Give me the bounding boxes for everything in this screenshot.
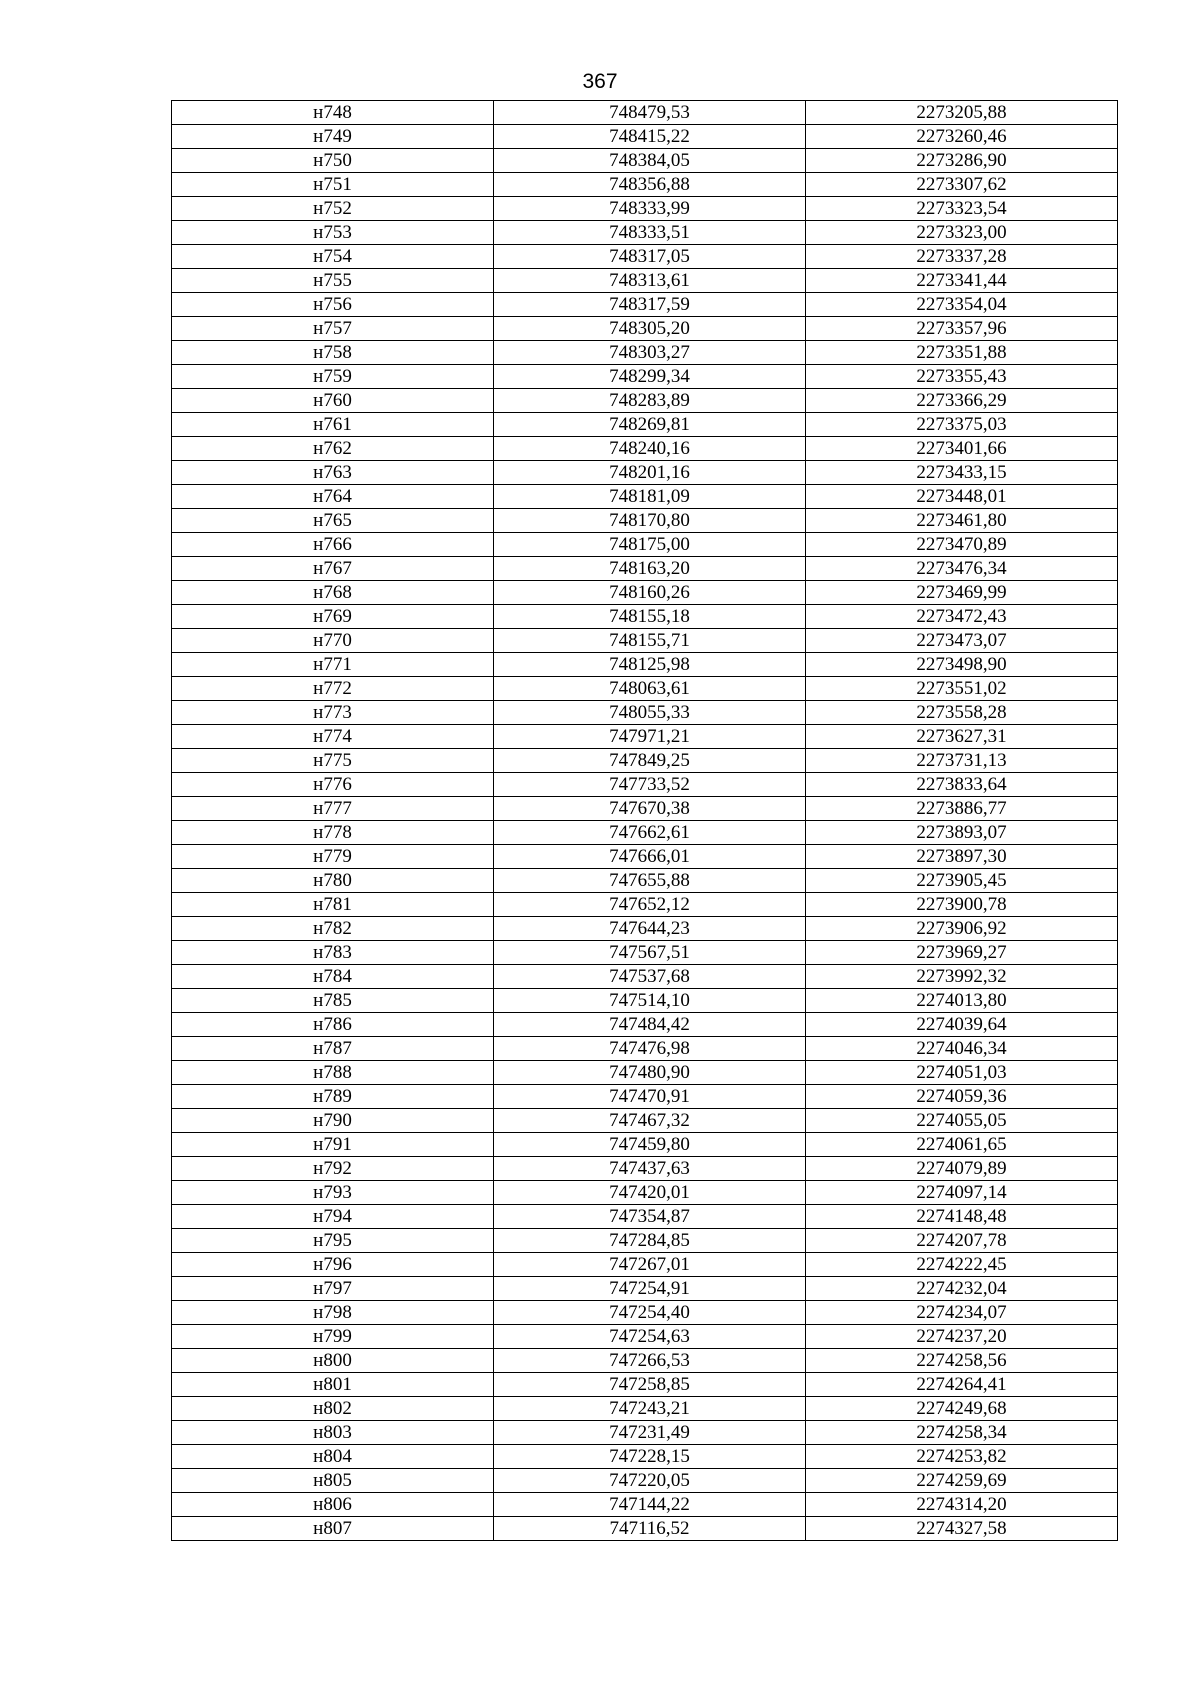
table-row bbox=[172, 701, 1118, 725]
x-coordinate-cell: 748163,20 bbox=[494, 557, 806, 581]
x-coordinate-cell: 747228,15 bbox=[494, 1445, 806, 1469]
x-coordinate-cell: 747437,63 bbox=[494, 1157, 806, 1181]
x-coordinate-cell: 748063,61 bbox=[494, 677, 806, 701]
y-coordinate-cell: 2273969,27 bbox=[806, 941, 1118, 965]
point-name-cell: н756 bbox=[172, 293, 494, 317]
y-coordinate-cell: 2274232,04 bbox=[806, 1277, 1118, 1301]
table-row bbox=[172, 845, 1118, 869]
y-coordinate-cell: 2273341,44 bbox=[806, 269, 1118, 293]
x-coordinate-cell: 747476,98 bbox=[494, 1037, 806, 1061]
x-coordinate-cell: 748055,33 bbox=[494, 701, 806, 725]
point-name-cell: н771 bbox=[172, 653, 494, 677]
point-name-cell: н806 bbox=[172, 1493, 494, 1517]
table-row bbox=[172, 1301, 1118, 1325]
table-row bbox=[172, 1013, 1118, 1037]
y-coordinate-cell: 2274051,03 bbox=[806, 1061, 1118, 1085]
table-row bbox=[172, 725, 1118, 749]
y-coordinate-cell: 2273433,15 bbox=[806, 461, 1118, 485]
page-number: 367 bbox=[582, 70, 618, 93]
table-row bbox=[172, 1277, 1118, 1301]
y-coordinate-cell: 2274055,05 bbox=[806, 1109, 1118, 1133]
point-name-cell: н757 bbox=[172, 317, 494, 341]
x-coordinate-cell: 748333,99 bbox=[494, 197, 806, 221]
x-coordinate-cell: 748384,05 bbox=[494, 149, 806, 173]
x-coordinate-cell: 748283,89 bbox=[494, 389, 806, 413]
point-name-cell: н798 bbox=[172, 1301, 494, 1325]
x-coordinate-cell: 748313,61 bbox=[494, 269, 806, 293]
y-coordinate-cell: 2273731,13 bbox=[806, 749, 1118, 773]
point-name-cell: н775 bbox=[172, 749, 494, 773]
table-row bbox=[172, 605, 1118, 629]
table-row bbox=[172, 341, 1118, 365]
x-coordinate-cell: 747420,01 bbox=[494, 1181, 806, 1205]
table-row bbox=[172, 917, 1118, 941]
x-coordinate-cell: 748317,59 bbox=[494, 293, 806, 317]
point-name-cell: н791 bbox=[172, 1133, 494, 1157]
table-row bbox=[172, 1037, 1118, 1061]
x-coordinate-cell: 747849,25 bbox=[494, 749, 806, 773]
x-coordinate-cell: 747220,05 bbox=[494, 1469, 806, 1493]
table-row bbox=[172, 629, 1118, 653]
x-coordinate-cell: 747652,12 bbox=[494, 893, 806, 917]
table-row bbox=[172, 1157, 1118, 1181]
y-coordinate-cell: 2273627,31 bbox=[806, 725, 1118, 749]
point-name-cell: н782 bbox=[172, 917, 494, 941]
point-name-cell: н752 bbox=[172, 197, 494, 221]
point-name-cell: н789 bbox=[172, 1085, 494, 1109]
y-coordinate-cell: 2274259,69 bbox=[806, 1469, 1118, 1493]
x-coordinate-cell: 748269,81 bbox=[494, 413, 806, 437]
y-coordinate-cell: 2273476,34 bbox=[806, 557, 1118, 581]
point-name-cell: н774 bbox=[172, 725, 494, 749]
x-coordinate-cell: 748181,09 bbox=[494, 485, 806, 509]
table-row bbox=[172, 1421, 1118, 1445]
x-coordinate-cell: 747644,23 bbox=[494, 917, 806, 941]
table-row bbox=[172, 269, 1118, 293]
point-name-cell: н792 bbox=[172, 1157, 494, 1181]
table-row bbox=[172, 1229, 1118, 1253]
point-name-cell: н763 bbox=[172, 461, 494, 485]
table-row bbox=[172, 557, 1118, 581]
point-name-cell: н786 bbox=[172, 1013, 494, 1037]
point-name-cell: н770 bbox=[172, 629, 494, 653]
table-row bbox=[172, 1325, 1118, 1349]
x-coordinate-cell: 748201,16 bbox=[494, 461, 806, 485]
table-row bbox=[172, 293, 1118, 317]
table-row bbox=[172, 653, 1118, 677]
table-row bbox=[172, 1349, 1118, 1373]
x-coordinate-cell: 747514,10 bbox=[494, 989, 806, 1013]
point-name-cell: н759 bbox=[172, 365, 494, 389]
y-coordinate-cell: 2274237,20 bbox=[806, 1325, 1118, 1349]
point-name-cell: н790 bbox=[172, 1109, 494, 1133]
y-coordinate-cell: 2274264,41 bbox=[806, 1373, 1118, 1397]
x-coordinate-cell: 748305,20 bbox=[494, 317, 806, 341]
x-coordinate-cell: 747480,90 bbox=[494, 1061, 806, 1085]
x-coordinate-cell: 747470,91 bbox=[494, 1085, 806, 1109]
y-coordinate-cell: 2273448,01 bbox=[806, 485, 1118, 509]
point-name-cell: н773 bbox=[172, 701, 494, 725]
point-name-cell: н750 bbox=[172, 149, 494, 173]
point-name-cell: н799 bbox=[172, 1325, 494, 1349]
y-coordinate-cell: 2274059,36 bbox=[806, 1085, 1118, 1109]
x-coordinate-cell: 747116,52 bbox=[494, 1517, 806, 1541]
x-coordinate-cell: 748240,16 bbox=[494, 437, 806, 461]
table-row bbox=[172, 1109, 1118, 1133]
table-row bbox=[172, 1445, 1118, 1469]
x-coordinate-cell: 748333,51 bbox=[494, 221, 806, 245]
table-row bbox=[172, 197, 1118, 221]
x-coordinate-cell: 747254,91 bbox=[494, 1277, 806, 1301]
y-coordinate-cell: 2273906,92 bbox=[806, 917, 1118, 941]
point-name-cell: н803 bbox=[172, 1421, 494, 1445]
table-row bbox=[172, 797, 1118, 821]
y-coordinate-cell: 2274039,64 bbox=[806, 1013, 1118, 1037]
y-coordinate-cell: 2273472,43 bbox=[806, 605, 1118, 629]
x-coordinate-cell: 747666,01 bbox=[494, 845, 806, 869]
y-coordinate-cell: 2274222,45 bbox=[806, 1253, 1118, 1277]
y-coordinate-cell: 2273498,90 bbox=[806, 653, 1118, 677]
x-coordinate-cell: 748303,27 bbox=[494, 341, 806, 365]
point-name-cell: н797 bbox=[172, 1277, 494, 1301]
point-name-cell: н768 bbox=[172, 581, 494, 605]
y-coordinate-cell: 2273893,07 bbox=[806, 821, 1118, 845]
point-name-cell: н794 bbox=[172, 1205, 494, 1229]
table-row bbox=[172, 581, 1118, 605]
table-row bbox=[172, 245, 1118, 269]
y-coordinate-cell: 2274013,80 bbox=[806, 989, 1118, 1013]
table-row bbox=[172, 173, 1118, 197]
table-row bbox=[172, 893, 1118, 917]
point-name-cell: н780 bbox=[172, 869, 494, 893]
x-coordinate-cell: 747266,53 bbox=[494, 1349, 806, 1373]
point-name-cell: н766 bbox=[172, 533, 494, 557]
point-name-cell: н749 bbox=[172, 125, 494, 149]
x-coordinate-cell: 748479,53 bbox=[494, 101, 806, 125]
point-name-cell: н755 bbox=[172, 269, 494, 293]
point-name-cell: н765 bbox=[172, 509, 494, 533]
x-coordinate-cell: 747258,85 bbox=[494, 1373, 806, 1397]
x-coordinate-cell: 747662,61 bbox=[494, 821, 806, 845]
y-coordinate-cell: 2273286,90 bbox=[806, 149, 1118, 173]
table-row bbox=[172, 317, 1118, 341]
y-coordinate-cell: 2274327,58 bbox=[806, 1517, 1118, 1541]
x-coordinate-cell: 747971,21 bbox=[494, 725, 806, 749]
point-name-cell: н801 bbox=[172, 1373, 494, 1397]
point-name-cell: н788 bbox=[172, 1061, 494, 1085]
y-coordinate-cell: 2273205,88 bbox=[806, 101, 1118, 125]
point-name-cell: н807 bbox=[172, 1517, 494, 1541]
coordinates-table bbox=[171, 100, 1118, 1541]
x-coordinate-cell: 747144,22 bbox=[494, 1493, 806, 1517]
y-coordinate-cell: 2274046,34 bbox=[806, 1037, 1118, 1061]
point-name-cell: н754 bbox=[172, 245, 494, 269]
point-name-cell: н769 bbox=[172, 605, 494, 629]
table-row bbox=[172, 869, 1118, 893]
table-row bbox=[172, 509, 1118, 533]
y-coordinate-cell: 2273551,02 bbox=[806, 677, 1118, 701]
x-coordinate-cell: 747243,21 bbox=[494, 1397, 806, 1421]
table-row bbox=[172, 365, 1118, 389]
y-coordinate-cell: 2273323,54 bbox=[806, 197, 1118, 221]
y-coordinate-cell: 2273905,45 bbox=[806, 869, 1118, 893]
table-row bbox=[172, 125, 1118, 149]
y-coordinate-cell: 2273357,96 bbox=[806, 317, 1118, 341]
y-coordinate-cell: 2273558,28 bbox=[806, 701, 1118, 725]
point-name-cell: н778 bbox=[172, 821, 494, 845]
point-name-cell: н776 bbox=[172, 773, 494, 797]
point-name-cell: н751 bbox=[172, 173, 494, 197]
point-name-cell: н796 bbox=[172, 1253, 494, 1277]
x-coordinate-cell: 747267,01 bbox=[494, 1253, 806, 1277]
x-coordinate-cell: 748356,88 bbox=[494, 173, 806, 197]
y-coordinate-cell: 2273375,03 bbox=[806, 413, 1118, 437]
y-coordinate-cell: 2274258,56 bbox=[806, 1349, 1118, 1373]
y-coordinate-cell: 2273992,32 bbox=[806, 965, 1118, 989]
point-name-cell: н767 bbox=[172, 557, 494, 581]
point-name-cell: н783 bbox=[172, 941, 494, 965]
point-name-cell: н779 bbox=[172, 845, 494, 869]
table-row bbox=[172, 965, 1118, 989]
x-coordinate-cell: 747459,80 bbox=[494, 1133, 806, 1157]
point-name-cell: н804 bbox=[172, 1445, 494, 1469]
point-name-cell: н761 bbox=[172, 413, 494, 437]
y-coordinate-cell: 2274148,48 bbox=[806, 1205, 1118, 1229]
y-coordinate-cell: 2273470,89 bbox=[806, 533, 1118, 557]
point-name-cell: н758 bbox=[172, 341, 494, 365]
y-coordinate-cell: 2273355,43 bbox=[806, 365, 1118, 389]
y-coordinate-cell: 2273461,80 bbox=[806, 509, 1118, 533]
y-coordinate-cell: 2273897,30 bbox=[806, 845, 1118, 869]
table-row bbox=[172, 1373, 1118, 1397]
table-row bbox=[172, 1253, 1118, 1277]
x-coordinate-cell: 747254,63 bbox=[494, 1325, 806, 1349]
point-name-cell: н772 bbox=[172, 677, 494, 701]
point-name-cell: н795 bbox=[172, 1229, 494, 1253]
x-coordinate-cell: 748125,98 bbox=[494, 653, 806, 677]
y-coordinate-cell: 2274234,07 bbox=[806, 1301, 1118, 1325]
table-row bbox=[172, 1085, 1118, 1109]
x-coordinate-cell: 747354,87 bbox=[494, 1205, 806, 1229]
y-coordinate-cell: 2274207,78 bbox=[806, 1229, 1118, 1253]
point-name-cell: н805 bbox=[172, 1469, 494, 1493]
y-coordinate-cell: 2273337,28 bbox=[806, 245, 1118, 269]
x-coordinate-cell: 747655,88 bbox=[494, 869, 806, 893]
y-coordinate-cell: 2273366,29 bbox=[806, 389, 1118, 413]
point-name-cell: н785 bbox=[172, 989, 494, 1013]
point-name-cell: н787 bbox=[172, 1037, 494, 1061]
x-coordinate-cell: 747467,32 bbox=[494, 1109, 806, 1133]
table-row bbox=[172, 101, 1118, 125]
table-row bbox=[172, 533, 1118, 557]
y-coordinate-cell: 2273323,00 bbox=[806, 221, 1118, 245]
y-coordinate-cell: 2273473,07 bbox=[806, 629, 1118, 653]
x-coordinate-cell: 747733,52 bbox=[494, 773, 806, 797]
point-name-cell: н748 bbox=[172, 101, 494, 125]
table-row bbox=[172, 1133, 1118, 1157]
table-row bbox=[172, 1493, 1118, 1517]
table-row bbox=[172, 749, 1118, 773]
x-coordinate-cell: 748155,18 bbox=[494, 605, 806, 629]
y-coordinate-cell: 2273469,99 bbox=[806, 581, 1118, 605]
table-row bbox=[172, 485, 1118, 509]
table-row bbox=[172, 389, 1118, 413]
y-coordinate-cell: 2274079,89 bbox=[806, 1157, 1118, 1181]
x-coordinate-cell: 747484,42 bbox=[494, 1013, 806, 1037]
y-coordinate-cell: 2273886,77 bbox=[806, 797, 1118, 821]
point-name-cell: н753 bbox=[172, 221, 494, 245]
point-name-cell: н777 bbox=[172, 797, 494, 821]
y-coordinate-cell: 2273351,88 bbox=[806, 341, 1118, 365]
point-name-cell: н800 bbox=[172, 1349, 494, 1373]
table-row bbox=[172, 1517, 1118, 1541]
x-coordinate-cell: 748317,05 bbox=[494, 245, 806, 269]
x-coordinate-cell: 748299,34 bbox=[494, 365, 806, 389]
y-coordinate-cell: 2274249,68 bbox=[806, 1397, 1118, 1421]
point-name-cell: н793 bbox=[172, 1181, 494, 1205]
x-coordinate-cell: 747670,38 bbox=[494, 797, 806, 821]
x-coordinate-cell: 747254,40 bbox=[494, 1301, 806, 1325]
y-coordinate-cell: 2273307,62 bbox=[806, 173, 1118, 197]
table-row bbox=[172, 221, 1118, 245]
table-row bbox=[172, 1181, 1118, 1205]
y-coordinate-cell: 2274097,14 bbox=[806, 1181, 1118, 1205]
x-coordinate-cell: 747537,68 bbox=[494, 965, 806, 989]
y-coordinate-cell: 2274314,20 bbox=[806, 1493, 1118, 1517]
point-name-cell: н784 bbox=[172, 965, 494, 989]
y-coordinate-cell: 2274253,82 bbox=[806, 1445, 1118, 1469]
table-row bbox=[172, 1469, 1118, 1493]
y-coordinate-cell: 2274061,65 bbox=[806, 1133, 1118, 1157]
x-coordinate-cell: 747284,85 bbox=[494, 1229, 806, 1253]
point-name-cell: н781 bbox=[172, 893, 494, 917]
table-row bbox=[172, 1205, 1118, 1229]
x-coordinate-cell: 748170,80 bbox=[494, 509, 806, 533]
table-row bbox=[172, 461, 1118, 485]
table-row bbox=[172, 989, 1118, 1013]
y-coordinate-cell: 2273833,64 bbox=[806, 773, 1118, 797]
table-row bbox=[172, 413, 1118, 437]
table-row bbox=[172, 821, 1118, 845]
x-coordinate-cell: 748160,26 bbox=[494, 581, 806, 605]
table-row bbox=[172, 677, 1118, 701]
x-coordinate-cell: 748175,00 bbox=[494, 533, 806, 557]
table-row bbox=[172, 1397, 1118, 1421]
table-row bbox=[172, 773, 1118, 797]
y-coordinate-cell: 2273354,04 bbox=[806, 293, 1118, 317]
table-row bbox=[172, 941, 1118, 965]
y-coordinate-cell: 2273900,78 bbox=[806, 893, 1118, 917]
x-coordinate-cell: 747231,49 bbox=[494, 1421, 806, 1445]
point-name-cell: н762 bbox=[172, 437, 494, 461]
y-coordinate-cell: 2274258,34 bbox=[806, 1421, 1118, 1445]
table-row bbox=[172, 437, 1118, 461]
x-coordinate-cell: 748415,22 bbox=[494, 125, 806, 149]
table-row bbox=[172, 149, 1118, 173]
x-coordinate-cell: 747567,51 bbox=[494, 941, 806, 965]
table-row bbox=[172, 1061, 1118, 1085]
x-coordinate-cell: 748155,71 bbox=[494, 629, 806, 653]
point-name-cell: н802 bbox=[172, 1397, 494, 1421]
coordinates-table-body bbox=[172, 101, 1118, 1541]
point-name-cell: н764 bbox=[172, 485, 494, 509]
y-coordinate-cell: 2273260,46 bbox=[806, 125, 1118, 149]
point-name-cell: н760 bbox=[172, 389, 494, 413]
y-coordinate-cell: 2273401,66 bbox=[806, 437, 1118, 461]
